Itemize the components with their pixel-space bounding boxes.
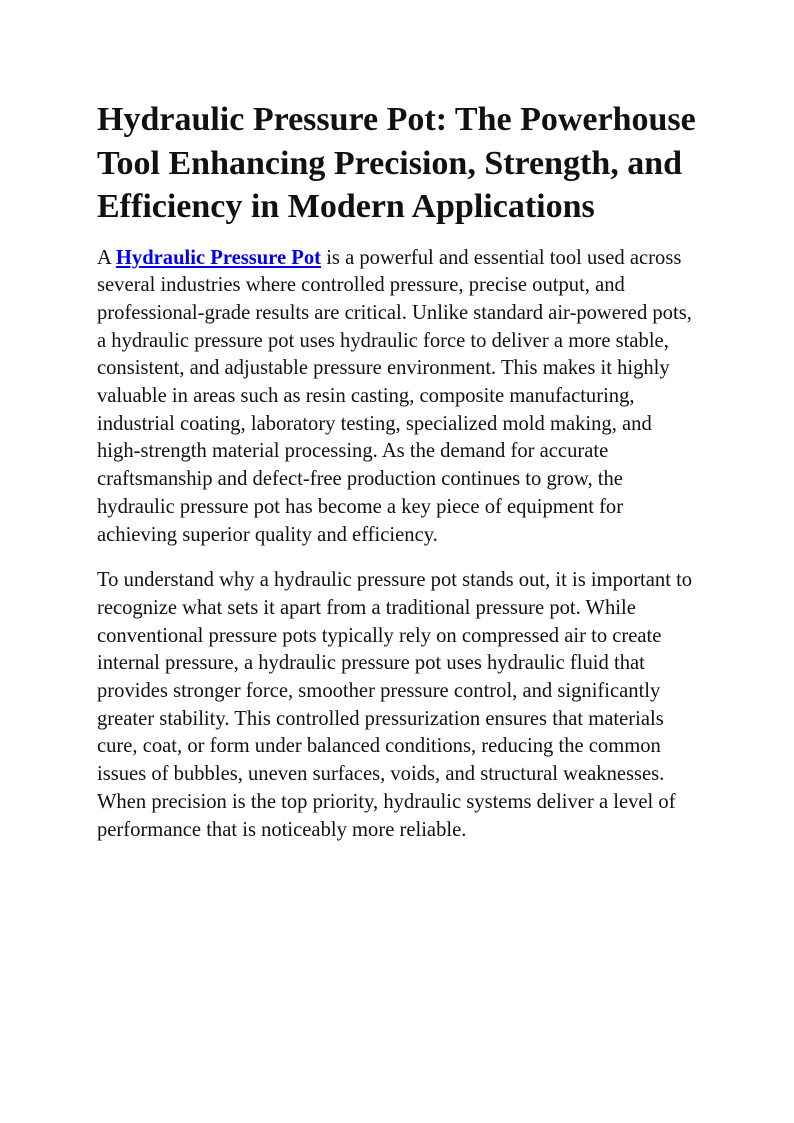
intro-body: is a powerful and essential tool used across several industries where controlled pressure, precise output, and professional-grade results are critical. Unlike standard air-powered pots, a hydraulic pressure pot uses hydraulic force to deliver a more stable, consistent, and adjustable pressure environment. This makes it highly valuable in areas such as resin casting, composite manufacturing, industrial coating, laboratory testing, specialized mold making, and high-strength material processing. As the demand for accurate craftsmanship and defect-free production continues to grow, the hydraulic pressure pot has become a key piece of equipment for achieving superior quality and efficiency. xyxy=(97,246,692,546)
comparison-paragraph: To understand why a hydraulic pressure pot stands out, it is important to recognize what sets it apart from a traditional pressure pot. While conventional pressure pots typically rely on compressed air to create internal pressure, a hydraulic pressure pot uses hydraulic fluid that provides stronger force, smoother pressure control, and significantly greater stability. This controlled pressurization ensures that materials cure, coat, or form under balanced conditions, reducing the common issues of bubbles, uneven surfaces, voids, and structural weaknesses. When precision is the top priority, hydraulic systems deliver a level of performance that is noticeably more reliable. xyxy=(97,569,693,841)
hydraulic-pressure-pot-link[interactable]: Hydraulic Pressure Pot xyxy=(115,246,322,269)
document-page xyxy=(97,98,697,844)
intro-paragraph xyxy=(97,245,697,550)
article-title: Hydraulic Pressure Pot: The Powerhouse Tool Enhancing Precision, Strength, and Efficiency in Modern Applications xyxy=(97,101,696,225)
intro-lead: A xyxy=(97,246,116,269)
